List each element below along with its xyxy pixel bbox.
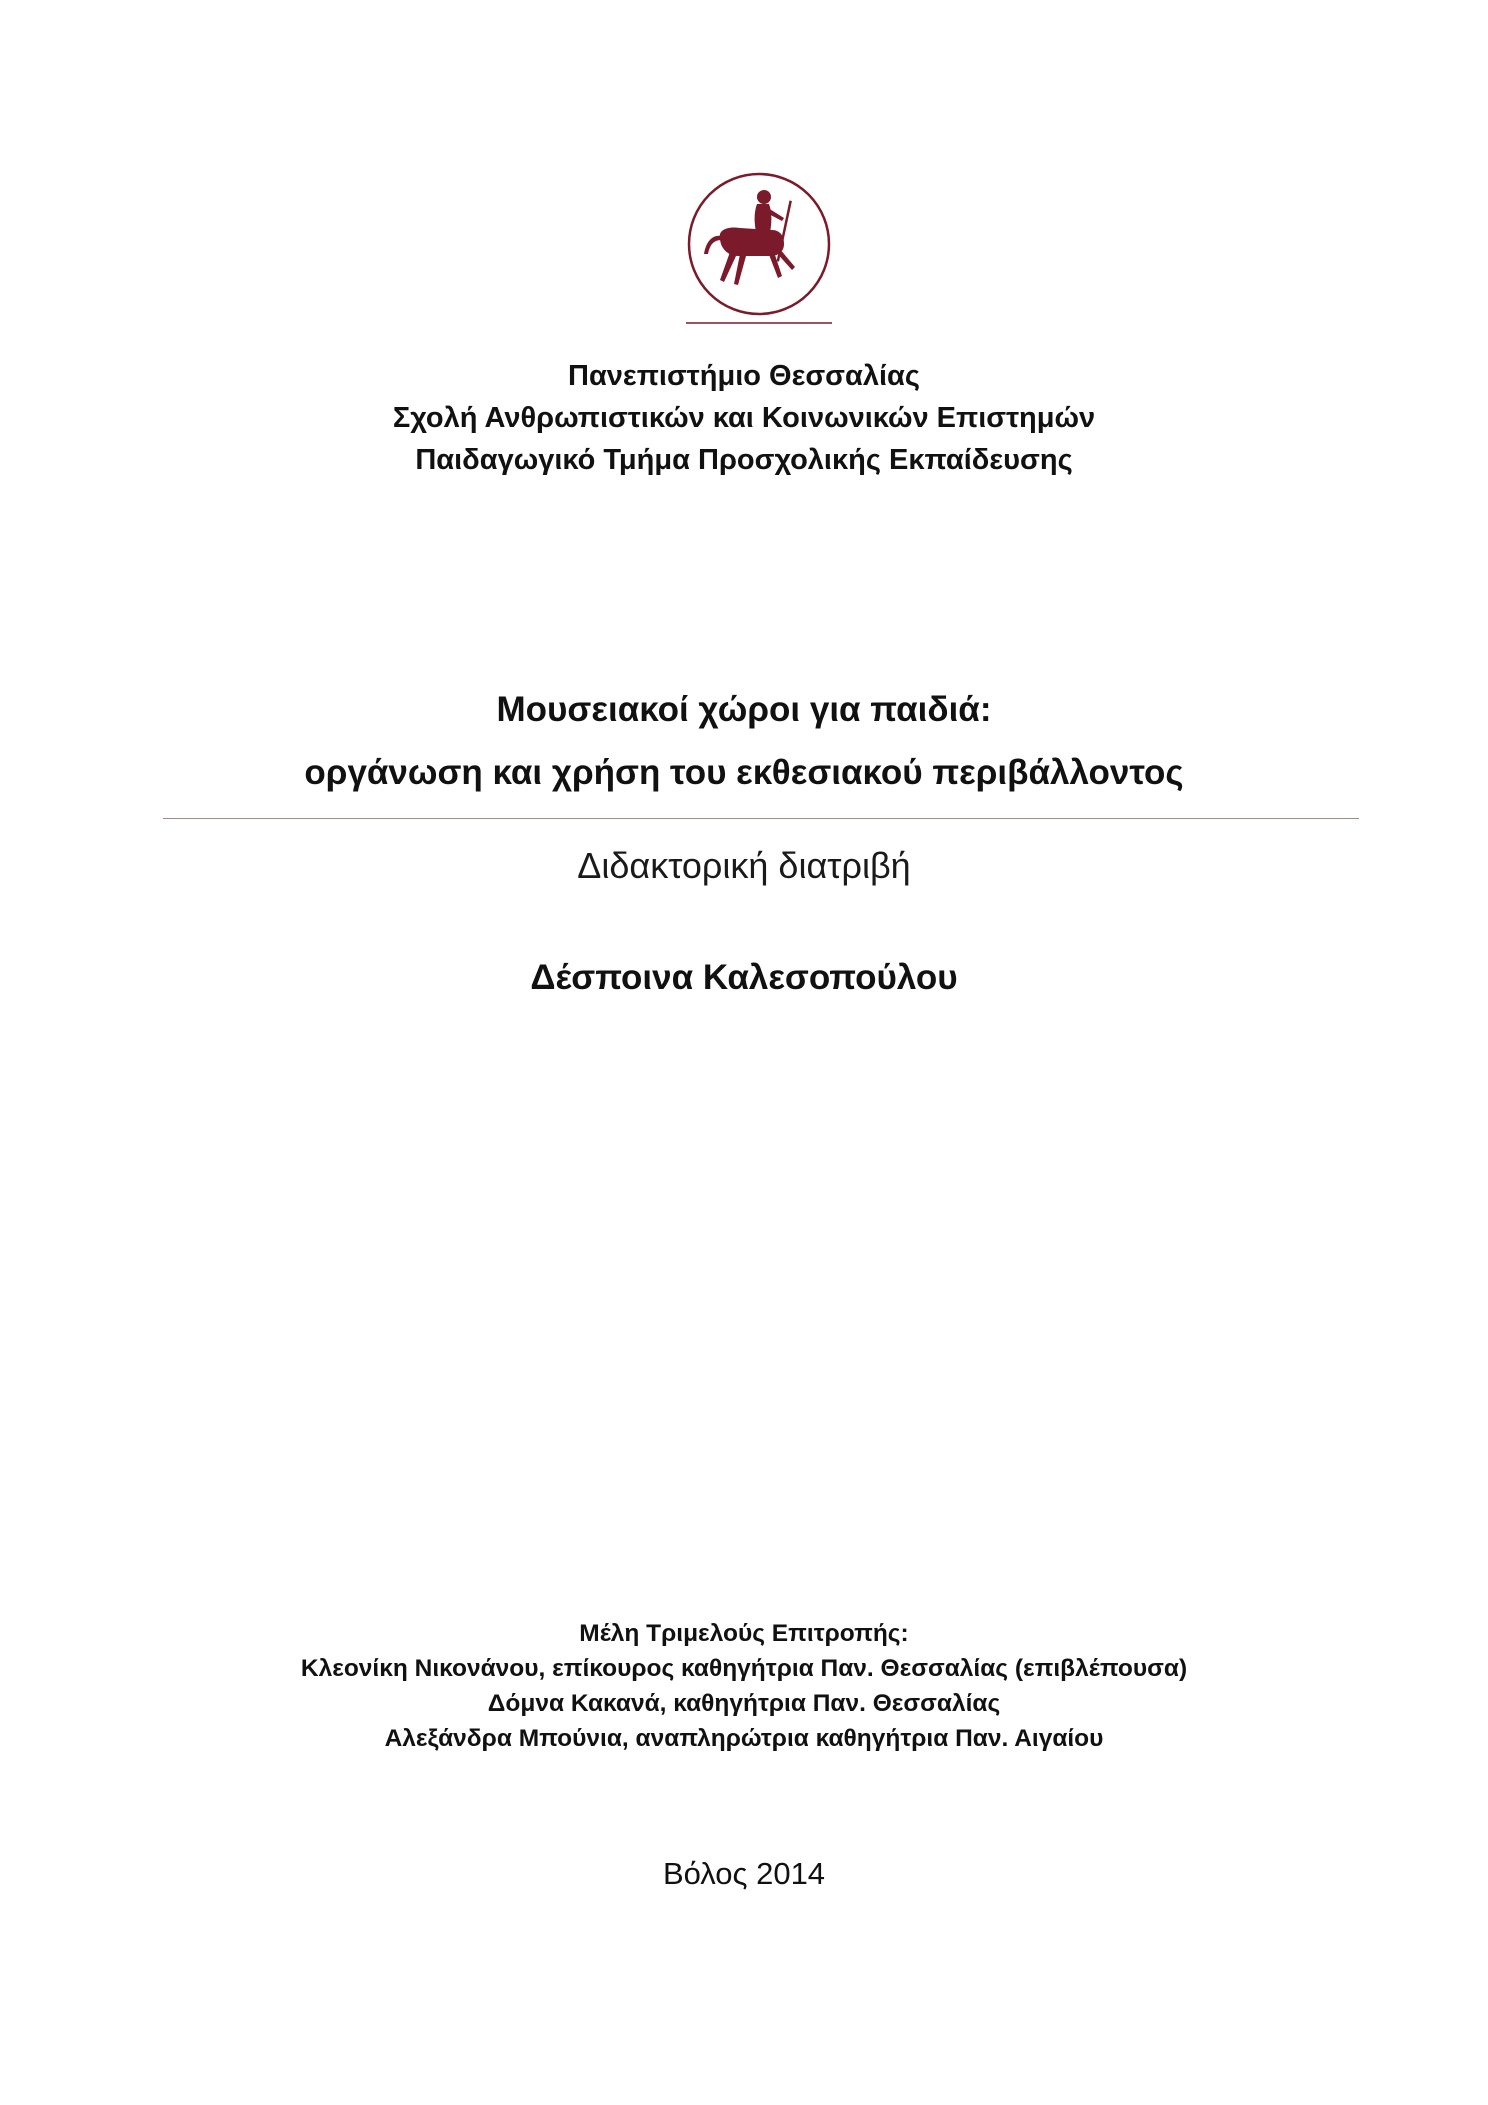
centaur-seal-icon (684, 172, 834, 326)
school-name: Σχολή Ανθρωπιστικών και Κοινωνικών Επιστημών (392, 402, 1096, 434)
committee-member: Αλεξάνδρα Μπούνια, αναπληρώτρια καθηγήτρια Παν. Αιγαίου (384, 1725, 1104, 1752)
place-date: Βόλος 2014 (662, 1856, 826, 1891)
committee-block (0, 1616, 1488, 1756)
thesis-title (0, 678, 1488, 804)
committee-heading: Μέλη Τριμελούς Επιτροπής: (579, 1620, 909, 1647)
author-name: Δέσποινα Καλεσοπούλου (530, 958, 958, 997)
title-divider (163, 818, 1359, 819)
university-logo (684, 172, 834, 326)
thesis-title-line-1: Μουσειακοί χώροι για παιδιά: (496, 690, 992, 729)
committee-member: Κλεονίκη Νικονάνου, επίκουρος καθηγήτρια Παν. Θεσσαλίας (επιβλέπουσα) (300, 1655, 1188, 1682)
institution-block (0, 355, 1488, 481)
department-name: Παιδαγωγικό Τμήμα Προσχολικής Εκπαίδευσης (415, 444, 1073, 476)
document-type: Διδακτορική διατριβή (577, 845, 911, 886)
committee-member: Δόμνα Κακανά, καθηγήτρια Παν. Θεσσαλίας (487, 1690, 1001, 1717)
university-name: Πανεπιστήμιο Θεσσαλίας (568, 360, 920, 392)
thesis-title-line-2: οργάνωση και χρήση του εκθεσιακού περιβάλλοντος (304, 753, 1184, 792)
